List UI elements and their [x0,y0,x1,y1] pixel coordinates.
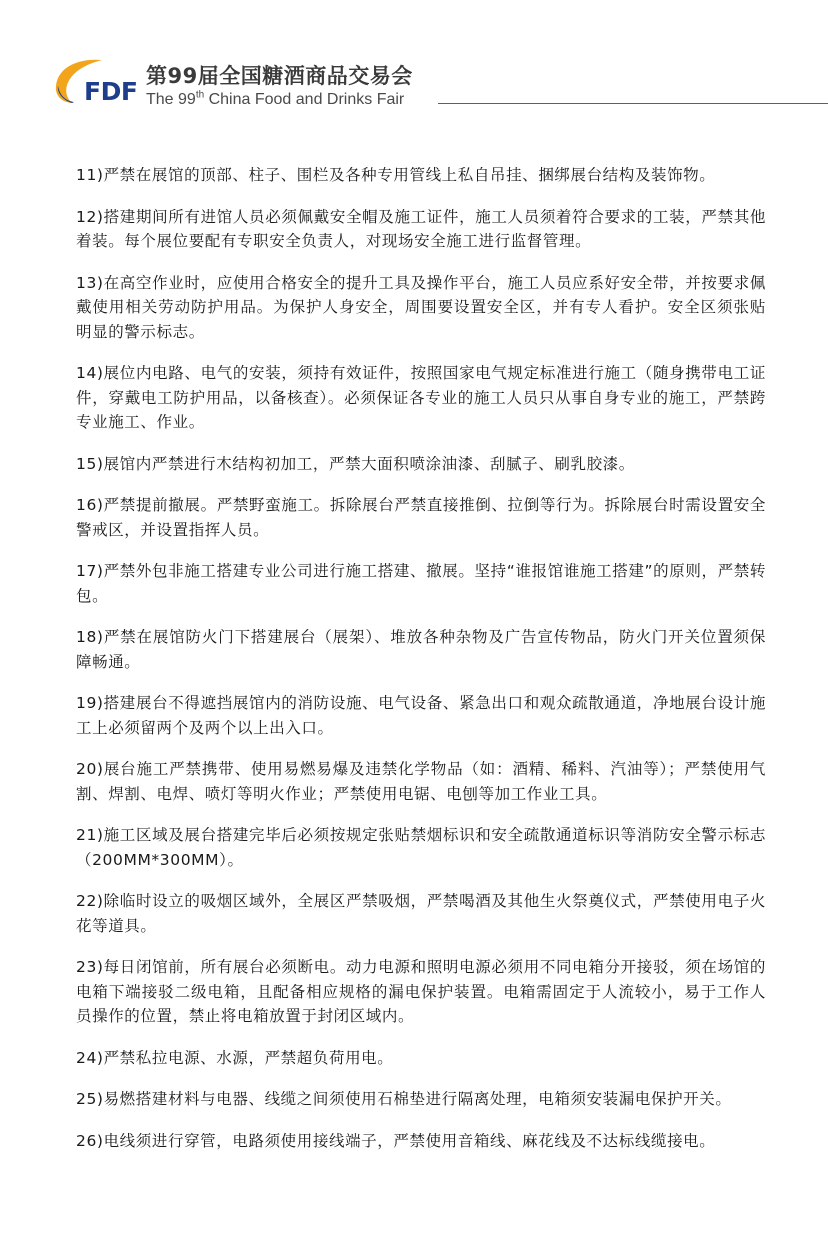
logo-text: FDF [84,77,138,106]
fair-title-en-sup: th [195,89,205,101]
rule-18: 18)严禁在展馆防火门下搭建展台（展架）、堆放各种杂物及广告宣传物品，防火门开关位置须保障畅通。 [76,628,766,671]
rule-24: 24)严禁私拉电源、水源，严禁超负荷用电。 [76,1048,394,1067]
rule-23: 23)每日闭馆前，所有展台必须断电。动力电源和照明电源必须用不同电箱分开接驳，须在场馆的电箱下端接驳二级电箱，且配备相应规格的漏电保护装置。电箱需固定于人流较小，易于工作人员操作的位置，禁止将电箱放置于封闭区域内。 [76,958,766,1025]
fair-title-en-suffix: China Food and Drinks Fair [204,91,405,108]
fdf-logo [52,56,142,112]
page-header [52,56,828,116]
fair-title-cn: 第99届全国糖酒商品交易会 [146,64,413,88]
header-divider [438,103,828,104]
rule-14: 14)展位内电路、电气的安装，须持有效证件，按照国家电气规定标准进行施工（随身携带电工证件，穿戴电工防护用品，以备核查）。必须保证各专业的施工人员只从事自身专业的施工，严禁跨专业施工、作业。 [76,364,766,431]
rule-12: 12)搭建期间所有进馆人员必须佩戴安全帽及施工证件，施工人员须着符合要求的工装，严禁其他着装。每个展位要配有专职安全负责人，对现场安全施工进行监督管理。 [76,207,766,250]
rule-21: 21)施工区域及展台搭建完毕后必须按规定张贴禁烟标识和安全疏散通道标识等消防安全警示标志（200MM*300MM）。 [76,826,766,869]
rule-19: 19)搭建展台不得遮挡展馆内的消防设施、电气设备、紧急出口和观众疏散通道，净地展台设计施工上必须留两个及两个以上出入口。 [76,694,766,737]
rule-25: 25)易燃搭建材料与电器、线缆之间须使用石棉垫进行隔离处理，电箱须安装漏电保护开关。 [76,1090,732,1108]
fair-title-en-prefix: The 99 [146,91,196,108]
regulations-list [76,163,766,1170]
rule-20: 20)展台施工严禁携带、使用易燃易爆及违禁化学物品（如：酒精、稀料、汽油等）；严禁使用气割、焊割、电焊、喷灯等明火作业；严禁使用电锯、电刨等加工作业工具。 [76,760,766,803]
fair-title-en [146,90,404,110]
rule-15: 15)展馆内严禁进行木结构初加工，严禁大面积喷涂油漆、刮腻子、刷乳胶漆。 [76,454,635,473]
rule-22: 22)除临时设立的吸烟区域外，全展区严禁吸烟，严禁喝酒及其他生火祭奠仪式，严禁使用电子火花等道具。 [76,892,766,935]
rule-13: 13)在高空作业时，应使用合格安全的提升工具及操作平台，施工人员应系好安全带，并按要求佩戴使用相关劳动防护用品。为保护人身安全，周围要设置安全区，并有专人看护。安全区须张贴明显的警示标志。 [76,273,766,341]
rule-17: 17)严禁外包非施工搭建专业公司进行施工搭建、撤展。坚持“谁报馆谁施工搭建”的原则，严禁转包。 [76,562,766,605]
rule-16: 16)严禁提前撤展。严禁野蛮施工。拆除展台严禁直接推倒、拉倒等行为。拆除展台时需设置安全警戒区，并设置指挥人员。 [76,496,766,539]
rule-26: 26)电线须进行穿管，电路须使用接线端子，严禁使用音箱线、麻花线及不达标线缆接电。 [76,1131,716,1150]
rule-11: 11)严禁在展馆的顶部、柱子、围栏及各种专用管线上私自吊挂、捆绑展台结构及装饰物。 [76,166,716,184]
